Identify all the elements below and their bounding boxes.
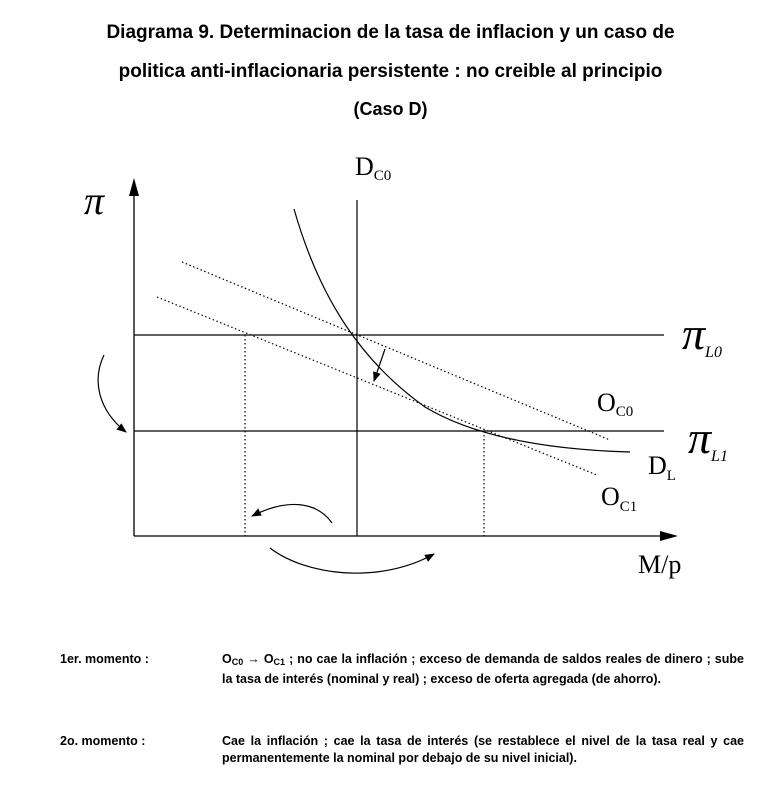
diagram-title-line-2: politica anti-inflacionaria persistente : no creible al principio xyxy=(118,61,663,82)
dc0-label xyxy=(355,152,391,184)
dl-curve xyxy=(294,209,630,452)
note-1-from: $O_{C0}$ xyxy=(222,652,244,667)
bottom-curved-arrow-2 xyxy=(270,548,434,573)
x-axis-label: M/p xyxy=(638,550,682,579)
note-1-label: 1er. momento : xyxy=(60,652,149,666)
note-1-body: ; no cae la inflación ; exceso de demanda de saldos reales de dinero ; sube la tasa de interés (nominal y real) ; exceso de oferta agregada (de ahorro). xyxy=(222,652,744,686)
oc1-label-main: O xyxy=(601,482,620,511)
oc1-label xyxy=(601,482,637,515)
y-axis-label: π xyxy=(84,178,105,223)
oc1-line xyxy=(157,297,597,475)
oc0-label-main: O xyxy=(597,388,616,417)
pi-l1-label-sub: L1 xyxy=(711,448,728,465)
oc0-label-sub: C0 xyxy=(615,404,634,420)
diagram-title-line-3: (Caso D) xyxy=(353,99,428,119)
dc0-label-main: D xyxy=(355,152,374,181)
note-1-to: $O_{C1}$ xyxy=(263,652,286,667)
note-2-label: 2o. momento : xyxy=(60,734,146,748)
dl-label-sub: L xyxy=(666,468,676,484)
pi-l0-label-sub: L0 xyxy=(705,344,722,361)
note-1-text xyxy=(222,651,744,688)
oc0-label xyxy=(597,388,633,420)
oc1-label-sub: C1 xyxy=(619,499,638,515)
note-1-arrow: → xyxy=(247,652,260,666)
pi-l0-label xyxy=(682,308,722,361)
diagram-title-line-1: Diagrama 9. Determinacion de la tasa de inflacion y un caso de xyxy=(106,22,675,43)
dc0-label-sub: C0 xyxy=(373,168,392,184)
pi-l0-label-main: π xyxy=(682,308,706,359)
dl-label xyxy=(648,451,676,484)
bottom-curved-arrow-1 xyxy=(252,504,332,523)
x-axis-arrowhead xyxy=(660,531,678,541)
pi-l1-label-main: π xyxy=(688,412,712,463)
oc0-line xyxy=(182,262,610,440)
note-2-text: Cae la inflación ; cae la tasa de interés (se restablece el nivel de la tasa real y cae permanentemente la nominal por debajo de su nivel inicial). xyxy=(222,734,744,765)
pi-l1-label xyxy=(688,412,728,465)
y-axis-arrowhead xyxy=(129,178,139,196)
shift-arrow xyxy=(374,349,385,381)
left-curved-arrow xyxy=(98,355,126,432)
dl-label-main: D xyxy=(648,451,667,480)
